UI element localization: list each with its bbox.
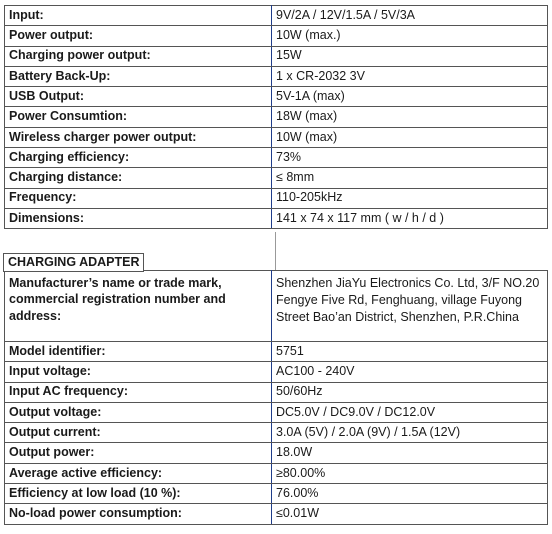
table-row <box>5 463 548 483</box>
spec-value: 76.00% <box>272 484 548 504</box>
spec-label: Input AC frequency: <box>5 382 272 402</box>
spec-value: 10W (max.) <box>272 26 548 46</box>
spec-value: 18.0W <box>272 443 548 463</box>
battery-spec-table <box>4 5 548 229</box>
table-row <box>5 402 548 422</box>
table-row <box>5 46 548 66</box>
adapter-spec-table <box>4 270 548 525</box>
spec-label: No-load power consumption: <box>5 504 272 524</box>
table-row <box>5 148 548 168</box>
spec-value: 10W (max) <box>272 127 548 147</box>
table-row <box>5 168 548 188</box>
spec-value: DC5.0V / DC9.0V / DC12.0V <box>272 402 548 422</box>
table-row <box>5 423 548 443</box>
table-row <box>5 484 548 504</box>
table-row <box>5 504 548 524</box>
spec-value: 3.0A (5V) / 2.0A (9V) / 1.5A (12V) <box>272 423 548 443</box>
spec-value: 5V-1A (max) <box>272 87 548 107</box>
spec-label: Charging distance: <box>5 168 272 188</box>
spec-value: 50/60Hz <box>272 382 548 402</box>
column-divider <box>275 232 276 270</box>
spec-label: Charging power output: <box>5 46 272 66</box>
spec-label: Input: <box>5 6 272 26</box>
spec-label: Power Consumtion: <box>5 107 272 127</box>
table-row <box>5 382 548 402</box>
spec-label: Battery Back-Up: <box>5 66 272 86</box>
spec-value: 73% <box>272 148 548 168</box>
table-row <box>5 188 548 208</box>
table-row <box>5 6 548 26</box>
spec-value: 110-205kHz <box>272 188 548 208</box>
spec-value: AC100 - 240V <box>272 362 548 382</box>
spec-label: Output current: <box>5 423 272 443</box>
spec-label: Wireless charger power output: <box>5 127 272 147</box>
spec-label: Average active efficiency: <box>5 463 272 483</box>
spec-label: Dimensions: <box>5 208 272 228</box>
spec-value: ≤ 8mm <box>272 168 548 188</box>
spec-value: 9V/2A / 12V/1.5A / 5V/3A <box>272 6 548 26</box>
spec-value: 15W <box>272 46 548 66</box>
table-row <box>5 208 548 228</box>
table-row <box>5 107 548 127</box>
spec-label: Model identifier: <box>5 342 272 362</box>
table-row <box>5 127 548 147</box>
spec-value: Shenzhen JiaYu Electronics Co. Ltd, 3/F NO.20 Fengye Five Rd, Fenghuang, village Fuyong Street Bao’an District, Shenzhen, P.R.China <box>272 271 548 342</box>
spec-value: 1 x CR-2032 3V <box>272 66 548 86</box>
table-row <box>5 87 548 107</box>
table-row <box>5 342 548 362</box>
section-title: CHARGING ADAPTER <box>3 253 144 272</box>
spec-label: Input voltage: <box>5 362 272 382</box>
table-row <box>5 66 548 86</box>
spec-value: 18W (max) <box>272 107 548 127</box>
spec-value: ≤0.01W <box>272 504 548 524</box>
spec-value: 5751 <box>272 342 548 362</box>
table-row <box>5 271 548 342</box>
spec-label: Manufacturer’s name or trade mark, commercial registration number and address: <box>5 271 272 342</box>
spec-label: Efficiency at low load (10 %): <box>5 484 272 504</box>
spec-label: Power output: <box>5 26 272 46</box>
spec-label: Output power: <box>5 443 272 463</box>
table-row <box>5 362 548 382</box>
spec-value: 141 x 74 x 117 mm ( w / h / d ) <box>272 208 548 228</box>
spec-label: Frequency: <box>5 188 272 208</box>
table-row <box>5 26 548 46</box>
spec-label: Charging efficiency: <box>5 148 272 168</box>
spec-label: Output voltage: <box>5 402 272 422</box>
table-row <box>5 443 548 463</box>
spec-label: USB Output: <box>5 87 272 107</box>
spec-value: ≥80.00% <box>272 463 548 483</box>
